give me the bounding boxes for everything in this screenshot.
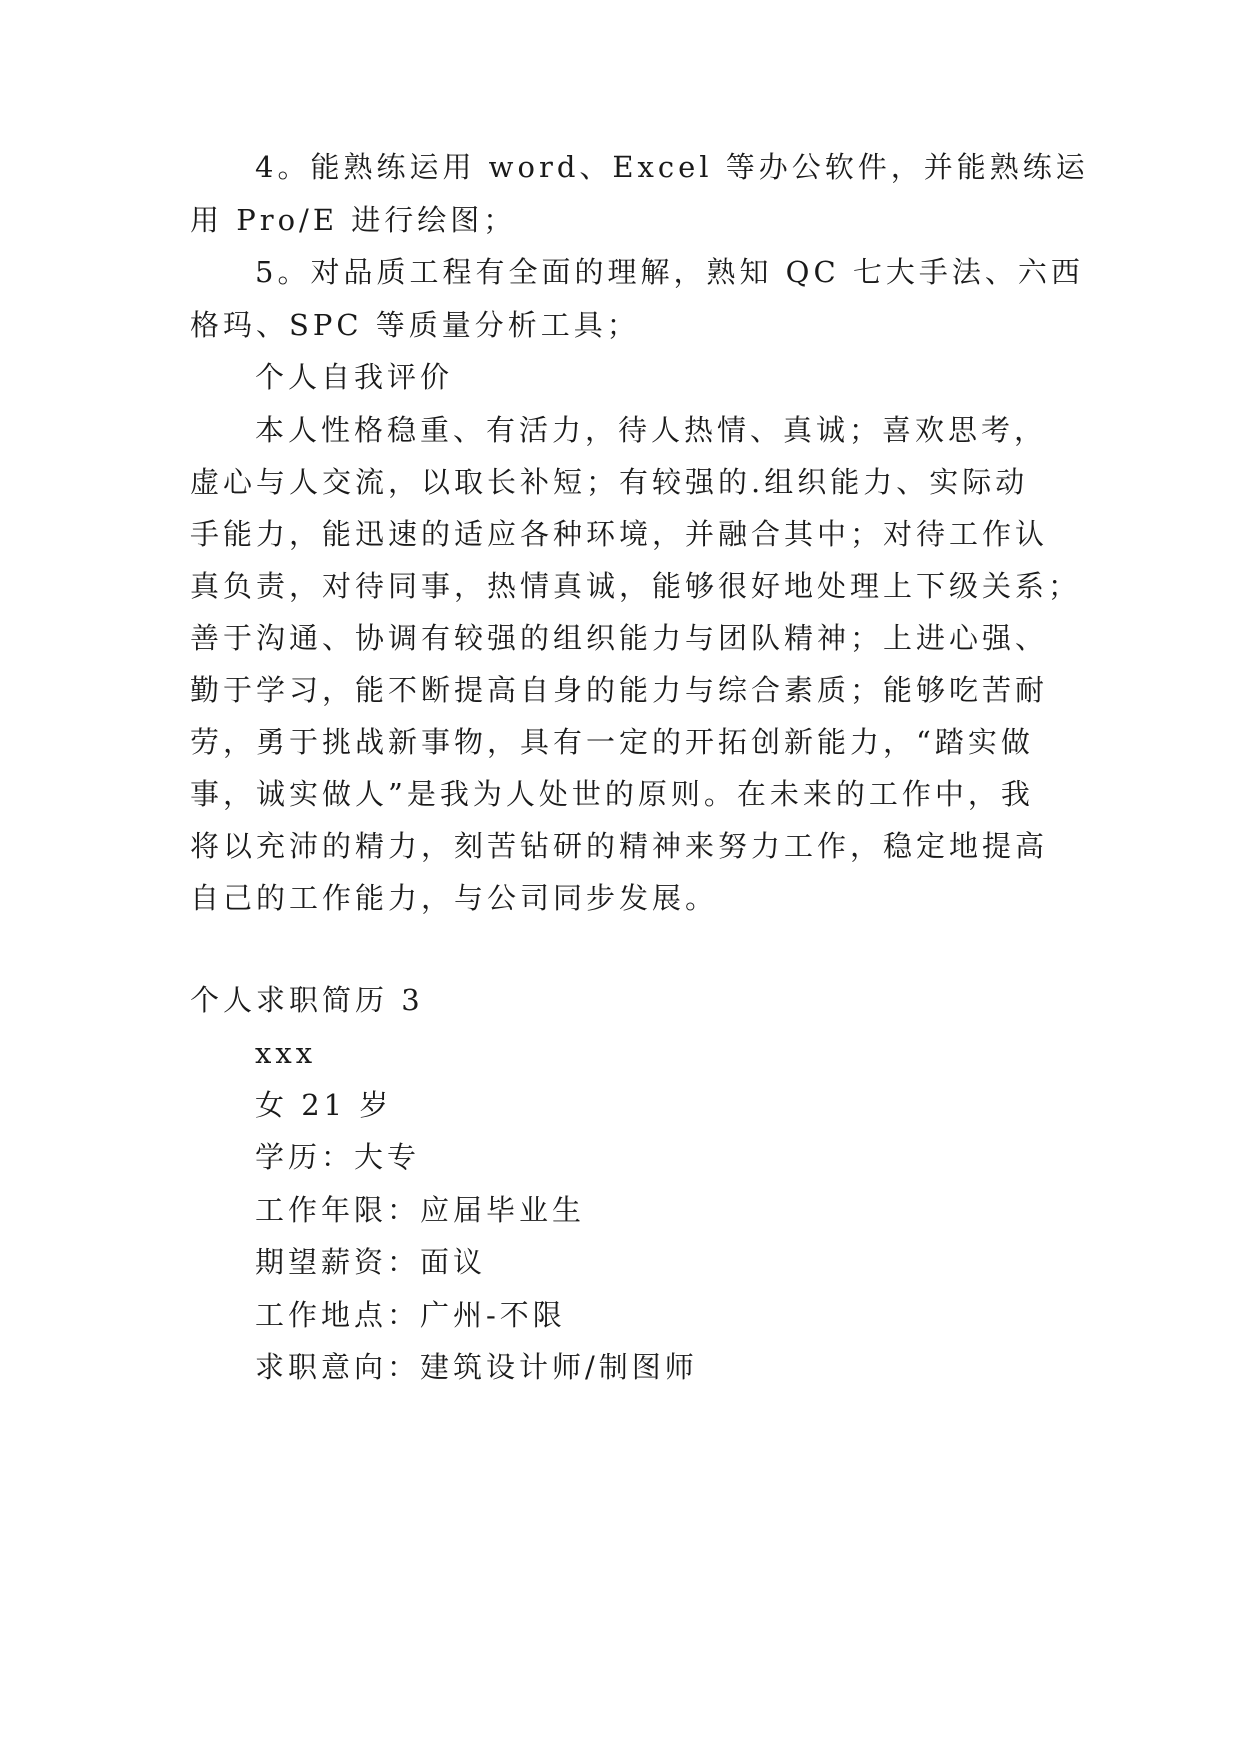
self-evaluation-line: 真负责，对待同事，热情真诚，能够很好地处理上下级关系； bbox=[190, 569, 1082, 603]
self-evaluation-line: 虚心与人交流，以取长补短；有较强的.组织能力、实际动 bbox=[190, 465, 1029, 499]
self-evaluation-line: 劳，勇于挑战新事物，具有一定的开拓创新能力，“踏实做 bbox=[190, 725, 1034, 759]
self-evaluation-line: 自己的工作能力，与公司同步发展。 bbox=[190, 881, 719, 915]
resume-work-location: 工作地点：广州-不限 bbox=[255, 1298, 566, 1332]
self-evaluation-line: 将以充沛的精力，刻苦钻研的精神来努力工作，稳定地提高 bbox=[190, 829, 1049, 863]
self-evaluation-line: 善于沟通、协调有较强的组织能力与团队精神；上进心强、 bbox=[190, 621, 1049, 655]
self-evaluation-heading: 个人自我评价 bbox=[255, 360, 454, 394]
self-evaluation-line: 手能力，能迅速的适应各种环境，并融合其中；对待工作认 bbox=[190, 517, 1049, 551]
skill-item-4-line-1: 4。能熟练运用 word、Excel 等办公软件，并能熟练运 bbox=[255, 150, 1089, 184]
self-evaluation-line: 勤于学习，能不断提高自身的能力与综合素质；能够吃苦耐 bbox=[190, 673, 1049, 707]
skill-item-4-line-2: 用 Pro/E 进行绘图； bbox=[190, 203, 517, 237]
resume-job-intention: 求职意向：建筑设计师/制图师 bbox=[255, 1350, 698, 1384]
self-evaluation-line: 事，诚实做人”是我为人处世的原则。在未来的工作中，我 bbox=[190, 777, 1034, 811]
resume-expected-salary: 期望薪资：面议 bbox=[255, 1245, 487, 1279]
resume-name: xxx bbox=[255, 1036, 317, 1070]
self-evaluation-line: 本人性格稳重、有活力，待人热情、真诚；喜欢思考， bbox=[255, 413, 1048, 447]
resume-gender-age: 女 21 岁 bbox=[255, 1088, 393, 1122]
skill-item-5-line-1: 5。对品质工程有全面的理解，熟知 QC 七大手法、六西 bbox=[255, 255, 1084, 289]
resume-work-years: 工作年限：应届毕业生 bbox=[255, 1193, 586, 1227]
skill-item-5-line-2: 格玛、SPC 等质量分析工具； bbox=[190, 308, 640, 342]
resume-education: 学历：大专 bbox=[255, 1140, 421, 1174]
resume-3-title: 个人求职简历 3 bbox=[190, 983, 424, 1017]
